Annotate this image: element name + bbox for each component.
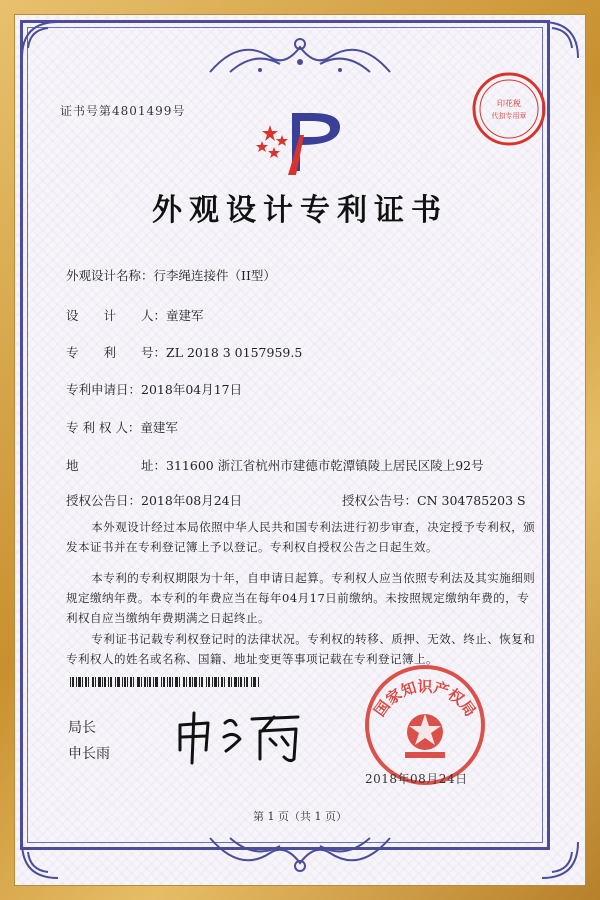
grant-date-label: 授权公告日： [66, 493, 142, 508]
address-row [66, 456, 484, 474]
patent-number-row [66, 343, 302, 361]
bottom-ornament-icon [200, 828, 400, 878]
patentee-value: 童建军 [140, 420, 178, 435]
paragraph-2: 本专利的专利权期限为十年，自申请日起算。专利权人应当依照专利法及其实施细则规定缴纳年费。本专利的年费应当在每年04月17日前缴纳。未按照规定缴纳年费的，专利权自应当缴纳年费期满之日起终止。 [66, 571, 536, 625]
page-title: 外观设计专利证书 [152, 193, 448, 228]
director-title: 局长 [68, 720, 96, 736]
grant-date-value: 2018年08月24日 [141, 493, 243, 508]
patentee-row [66, 418, 178, 436]
barcode-icon [70, 677, 260, 687]
corner-ornament-icon [18, 832, 68, 882]
svg-text:印花税: 印花税 [497, 99, 521, 108]
designer-value: 童建军 [166, 308, 204, 323]
corner-ornament-icon [532, 18, 582, 68]
svg-text:代扣专用章: 代扣专用章 [491, 112, 527, 120]
seal-date: 2018年08月24日 [365, 772, 468, 786]
corner-ornament-icon [18, 18, 68, 68]
grant-date-row [66, 491, 242, 509]
top-ornament-icon [200, 32, 400, 82]
filing-date-value: 2018年04月17日 [141, 382, 243, 397]
filing-date-row [66, 380, 242, 398]
certificate-number: 证书号第4801499号 [60, 104, 186, 118]
corner-ornament-icon [532, 832, 582, 882]
address-label: 地 址： [66, 458, 167, 473]
designer-label: 设 计 人： [66, 308, 167, 323]
patentee-label: 专 利 权 人： [66, 420, 141, 435]
cnipa-logo-icon [252, 105, 352, 175]
director-signature-icon [170, 705, 310, 765]
svg-text:国家知识产权局 [370, 678, 479, 720]
tax-seal-icon [470, 70, 548, 148]
paragraph-1: 本外观设计经过本局依照中华人民共和国专利法进行初步审查，决定授予专利权，颁发本证书并在专利登记簿上予以登记。专利权自授权公告之日起生效。 [66, 520, 536, 554]
paragraph-3: 专利证书记载专利权登记时的法律状况。专利权的转移、质押、无效、终止、恢复和专利权人的姓名或名称、国籍、地址变更等事项记载在专利登记簿上。 [66, 632, 536, 666]
designer-row [66, 306, 204, 324]
address-value: 311600 浙江省杭州市建德市乾潭镇陵上居民区陵上92号 [166, 458, 484, 473]
page-footer: 第 1 页（共 1 页） [253, 810, 347, 823]
design-name-label: 外观设计名称： [66, 268, 154, 283]
patent-number-label: 专 利 号： [66, 345, 167, 360]
grant-number-label: 授权公告号： [342, 493, 418, 508]
grant-number-row [342, 491, 526, 509]
design-name-value: 行李绳连接件（II型） [153, 268, 276, 283]
director-name: 申长雨 [68, 746, 110, 762]
grant-number-value: CN 304785203 S [417, 493, 526, 508]
filing-date-label: 专利申请日： [66, 382, 142, 397]
design-name-row [66, 266, 276, 284]
patent-number-value: ZL 2018 3 0157959.5 [166, 345, 303, 360]
seal-text: 国家知识产权局 [370, 677, 480, 720]
